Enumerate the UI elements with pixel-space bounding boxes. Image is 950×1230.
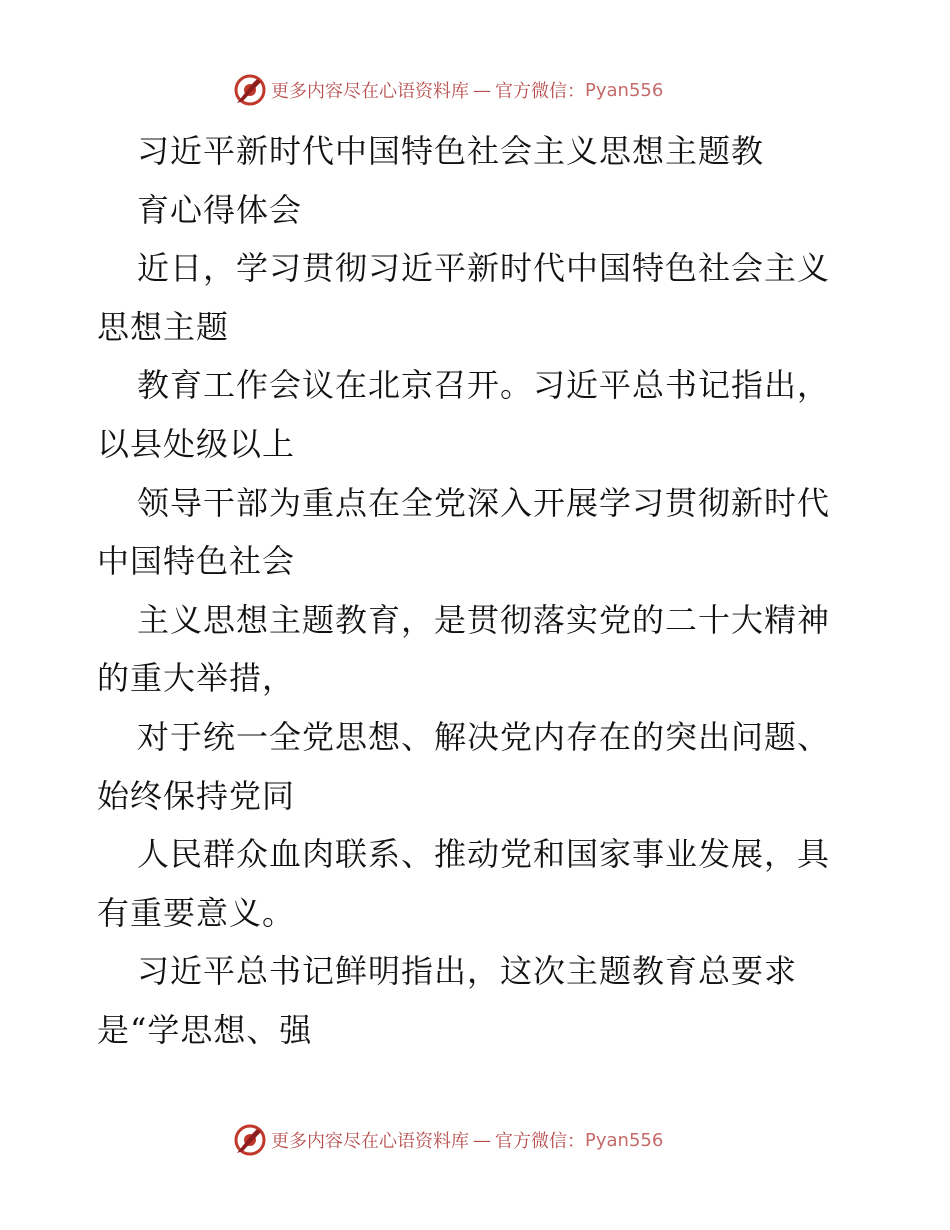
footer-wechat-label: 官方微信： (495, 1131, 585, 1152)
text-line: 育心得体会 (137, 190, 303, 229)
footer-watermark-text: 更多内容尽在心语资料库 (271, 1131, 469, 1152)
footer-watermark (233, 1122, 663, 1158)
text-line: 教育工作会议在北京召开。习近平总书记指出， (137, 366, 831, 405)
text-line: 是“学思想、强 (97, 1010, 313, 1049)
header-dash: — (473, 79, 491, 101)
header-wechat-label: 官方微信： (495, 81, 585, 102)
text-line: 始终保持党同 (97, 776, 296, 815)
text-line: 主义思想主题教育，是贯彻落实党的二十大精神 (137, 600, 831, 639)
document-body (97, 122, 857, 1060)
footer-wechat-id: Pyan556 (585, 1129, 664, 1151)
text-line: 有重要意义。 (97, 893, 296, 932)
header-watermark-text: 更多内容尽在心语资料库 (271, 81, 469, 102)
pen-circle-logo-icon (233, 1123, 267, 1157)
text-line: 对于统一全党思想、解决党内存在的突出问题、 (137, 717, 831, 756)
text-line: 思想主题 (97, 307, 230, 346)
text-line: 以县处级以上 (97, 424, 296, 463)
text-line: 近日，学习贯彻习近平新时代中国特色社会主义 (137, 249, 831, 288)
text-line: 习近平新时代中国特色社会主义思想主题教 (137, 132, 765, 170)
text-line: 人民群众血肉联系、推动党和国家事业发展，具 (137, 835, 831, 874)
text-line: 的重大举措， (97, 659, 296, 698)
text-line: 中国特色社会 (97, 542, 296, 581)
pen-circle-logo-icon (233, 73, 267, 107)
header-wechat-id: Pyan556 (585, 79, 664, 101)
text-line: 领导干部为重点在全党深入开展学习贯彻新时代 (137, 483, 831, 522)
header-watermark (233, 72, 663, 108)
text-line: 习近平总书记鲜明指出，这次主题教育总要求 (137, 952, 798, 991)
footer-dash: — (473, 1129, 491, 1151)
